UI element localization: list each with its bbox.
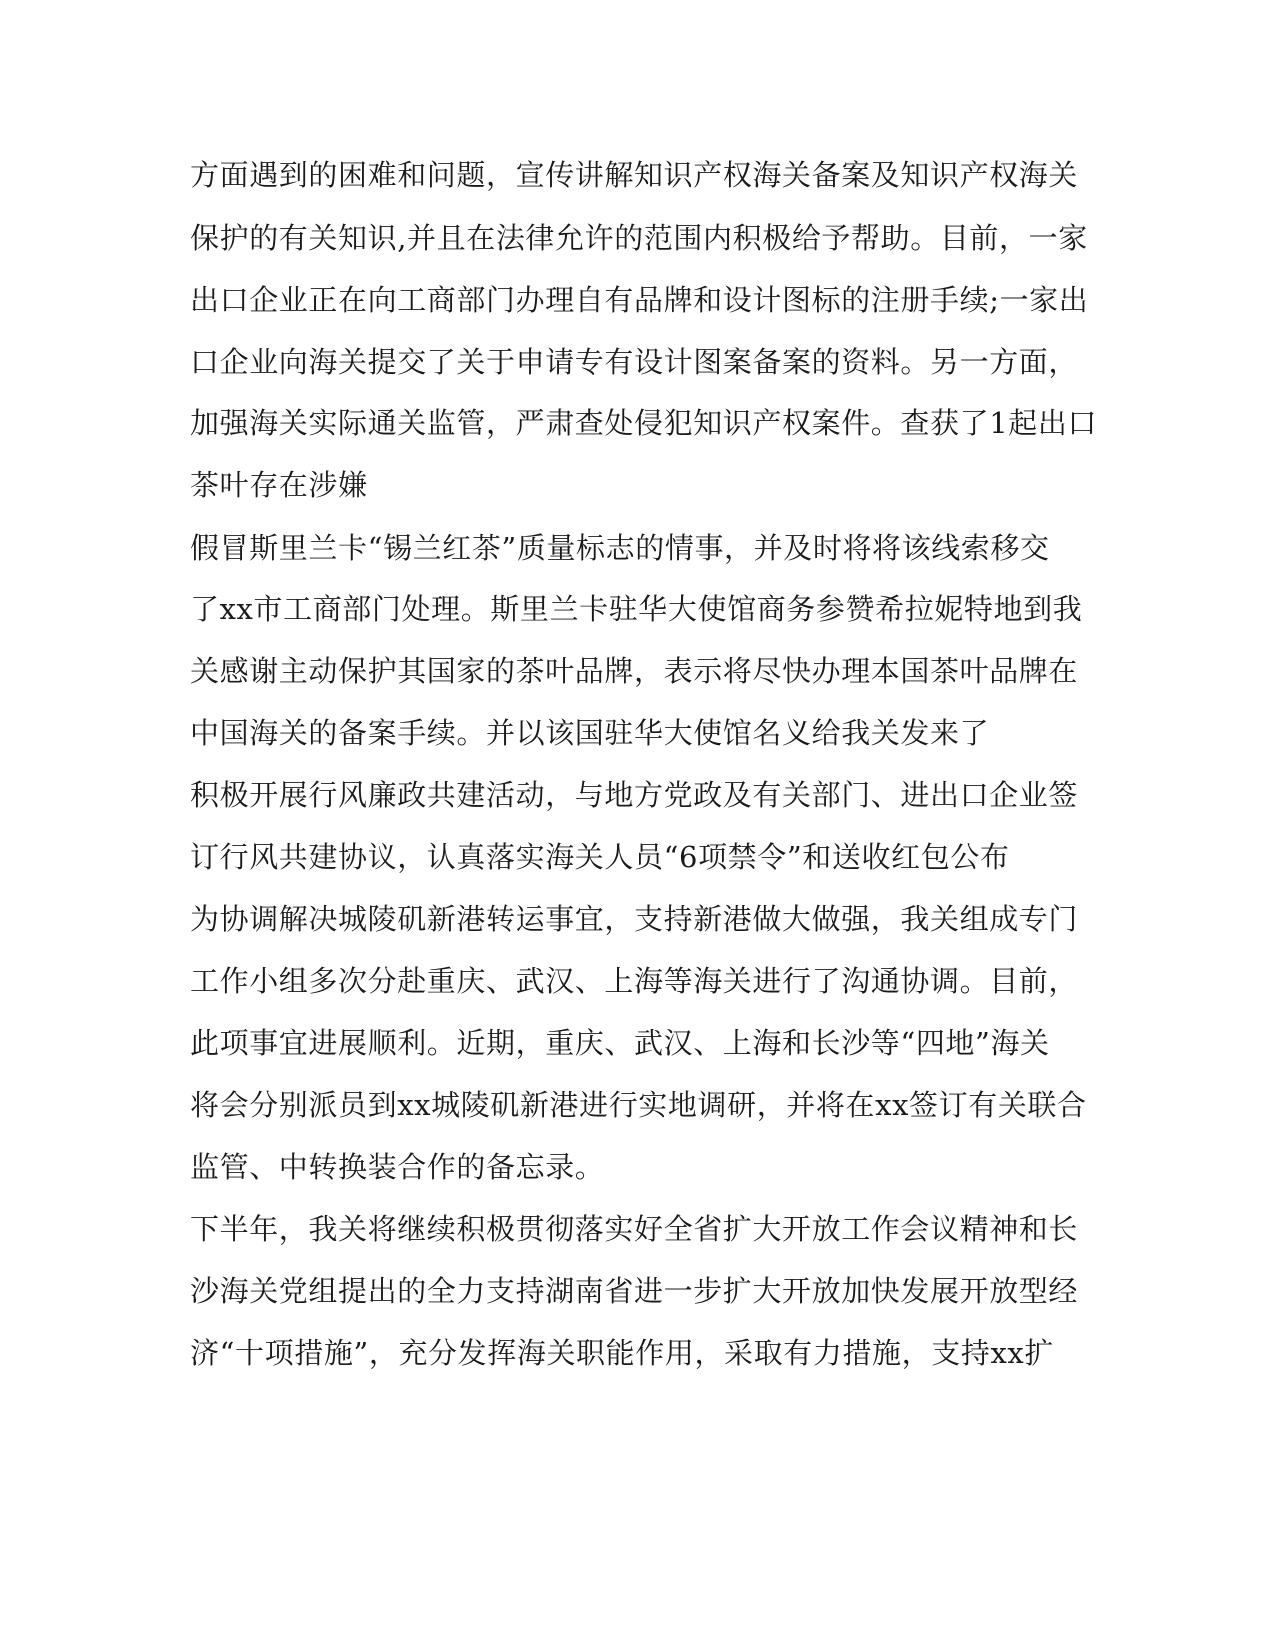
text-line: 此项事宜进展顺利。近期，重庆、武汉、上海和长沙等“四地”海关 <box>190 1026 1050 1060</box>
text-line: 加强海关实际通关监管，严肃查处侵犯知识产权案件。查获了1起出口 <box>190 406 1098 440</box>
text-line: 沙海关党组提出的全力支持湖南省进一步扩大开放加快发展开放型经 <box>190 1274 1079 1308</box>
text-line: 口企业向海关提交了关于申请专有设计图案备案的资料。另一方面， <box>190 345 1079 379</box>
text-line: 积极开展行风廉政共建活动，与地方党政及有关部门、进出口企业签 <box>190 778 1079 812</box>
text-line: 为协调解决城陵矶新港转运事宜，支持新港做大做强，我关组成专门 <box>190 902 1079 936</box>
text-line: 下半年，我关将继续积极贯彻落实好全省扩大开放工作会议精神和长 <box>190 1212 1079 1246</box>
text-line: 济“十项措施”，充分发挥海关职能作用，采取有力措施，支持xx扩 <box>190 1336 1054 1370</box>
text-line: 中国海关的备案手续。并以该国驻华大使馆名义给我关发来了 <box>190 716 990 750</box>
text-line: 假冒斯里兰卡“锡兰红茶”质量标志的情事，并及时将将该线索移交 <box>190 531 1050 565</box>
text-line: 出口企业正在向工商部门办理自有品牌和设计图标的注册手续;一家出 <box>190 283 1089 317</box>
text-line: 关感谢主动保护其国家的茶叶品牌，表示将尽快办理本国茶叶品牌在 <box>190 654 1079 688</box>
text-line: 将会分别派员到xx城陵矶新港进行实地调研，并将在xx签订有关联合 <box>190 1088 1087 1122</box>
text-line: 工作小组多次分赴重庆、武汉、上海等海关进行了沟通协调。目前， <box>190 964 1079 998</box>
text-line: 了xx市工商部门处理。斯里兰卡驻华大使馆商务参赞希拉妮特地到我 <box>190 592 1083 626</box>
text-line: 订行风共建协议，认真落实海关人员“6项禁令”和送收红包公布 <box>190 840 1010 874</box>
text-line: 保护的有关知识,并且在法律允许的范围内积极给予帮助。目前，一家 <box>190 221 1088 255</box>
text-line: 方面遇到的困难和问题，宣传讲解知识产权海关备案及知识产权海关 <box>190 158 1079 192</box>
text-line: 监管、中转换装合作的备忘录。 <box>190 1150 605 1184</box>
text-line: 茶叶存在涉嫌 <box>190 468 368 502</box>
